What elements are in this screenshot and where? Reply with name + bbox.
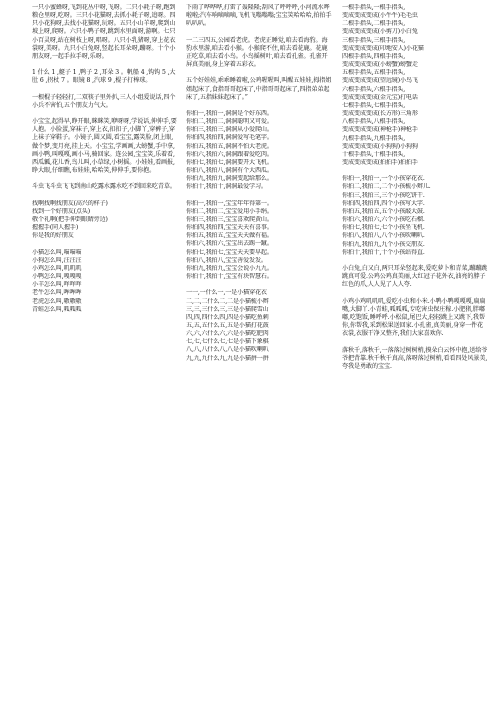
- rhyme-line: 你拍三,我拍三,宝宝喜欢爬黄山。: [186, 216, 273, 223]
- rhyme-line: 老虎怎么叫,嗷嗷嗷: [32, 297, 82, 305]
- rhyme-block: [342, 175, 489, 257]
- rhyme-block: [342, 265, 489, 289]
- rhyme-line: 六,六,六什么六,六是小猫吃肥肉: [186, 330, 269, 338]
- rhyme-line: 你拍四,我拍四,四个小孩写大字.: [342, 199, 425, 207]
- rhyme-line: 小羊怎么叫,咩咩咩: [32, 281, 82, 289]
- rhyme-text: 小宝宝,起得早,睁开眼,眯眯笑,咿呀呀,学说话,伸伸手,要人抱。小脸蛋,穿袜子,穿上衣,扣扣子,小脚丫,穿裤子,穿上袜子穿鞋子。小镜子,圆又圆,看宝宝,露笑脸,闭上眼,做个梦,变月亮,挂上天。小宝宝,学画画,大螃蟹,手中拿,画小鸭,叫嘎嘎,画小马,骑回家。连公园,宝宝笑,乐着看,西瓜瓤,花儿香,鸟儿叫,小草绿,小树摇。小娃娃,看画报,睁大眼,仔细瞧,布娃娃,哈哈笑,伸伸手,要你抱。: [32, 118, 177, 175]
- rhyme-text: 小白兔,白又白,两只耳朵竖起来,爱吃萝卜和青菜,蹦蹦跳跳真可爱.公鸡公鸡真美丽,大红冠子花外衣,油亮的脖子红色的爪,人人见了人人夸.: [342, 264, 488, 289]
- rhyme-block: [186, 110, 333, 192]
- rhyme-line: 变成变成变成(印地安人)小花猫: [342, 44, 424, 52]
- rhyme-line: 你拍十,我拍十,洞洞最爱学习。: [186, 183, 267, 191]
- rhyme-line: 你拍二,我拍二,宝宝爱用小手绢。: [186, 207, 273, 215]
- rhyme-line: 小狗怎么叫,汪汪汪: [32, 256, 82, 264]
- rhyme-line: 敬个礼啊(把手伸到眼睛旁边): [32, 215, 108, 223]
- rhyme-text: 斗虫飞斗虫飞飞到南山吃露水露水吃不到回来吃青草。: [32, 183, 176, 191]
- rhyme-line: 你拍十,我拍十,宝宝有块智慧石。: [186, 273, 273, 281]
- rhyme-line: 你拍九,我拍九,九个小孩交朋友.: [342, 240, 425, 248]
- rhyme-line: 三根手指头,三根手指头,: [342, 36, 406, 44]
- rhyme-line: 一根手指头,一根手指头,: [342, 4, 406, 11]
- rhyme-line: 五,五,五什么五,五是小猫打花鼓: [186, 322, 269, 330]
- rhyme-text: 一只小蜜蜂呀,飞到花丛中呀,飞呀。二只小耗子呀,跑到粮仓里呀,吃呀。三只小花猫呀,去抓小耗子呀,追呀。四只小花狗呀,去找小花猫呀,玩呀。五只小山羊呀,爬到山坡上呀,爬呀。六只小鸭子呀,跳到水里面呀,游啊。七只小百灵呀,站在树枝上呀,唱呀。八只小乳猪呀,穿上花衣裳呀,美呀。九只小白兔呀,竖起长耳朵呀,蹦呀。十个小朋友呀,一起手拉手呀,乐呀。: [32, 4, 176, 60]
- rhyme-line: 一一,一什么一,一是小猫穿花衣: [186, 289, 267, 297]
- rhyme-line: 八根手指头,八根手指头,: [342, 118, 406, 126]
- rhyme-block: [32, 200, 179, 241]
- rhyme-line: 你拍四,我拍四,宝宝天天有喜事。: [186, 224, 273, 232]
- column-right: [340, 4, 489, 698]
- rhyme-text: 五个好娃娃,乖乖睡着啦,公鸡喔喔叫,叫醒五娃娃,拇指姐姐起床了,食指哥哥起床了,中指哥哥起床了,四指弟弟起床了,五指妹妹起床了。”: [186, 77, 332, 101]
- rhyme-line: 你拍九,我拍九,宝宝会说小九九。: [186, 264, 273, 272]
- rhyme-block: [32, 4, 179, 61]
- rhyme-block: [186, 289, 333, 362]
- rhyme-line: 八,八,八什么八,八是小猫吹喇叭: [186, 346, 269, 354]
- rhyme-block: [32, 183, 179, 191]
- rhyme-line: 你拍五,我拍五,宝宝天天做有福。: [186, 232, 273, 240]
- rhyme-line: 小鸡怎么叫,叽叽叽: [32, 264, 82, 272]
- rhyme-line: 青蛙怎么叫,呱呱呱: [32, 305, 82, 313]
- rhyme-line: 三,三,三什么三,三是小猫爬雪山: [186, 305, 269, 313]
- rhyme-line: 找啊找啊找朋友(高兴的样子): [32, 199, 108, 207]
- rhyme-text: 一根棍子轻轻打,二双筷子里外扒,三人小组爱说话,四个小兵不害怕,五个朋友力气大。: [32, 93, 176, 109]
- rhyme-block: [32, 69, 179, 85]
- rhyme-line: 老牛怎么叫,哞哞哞: [32, 289, 82, 297]
- rhyme-line: 你拍二,我拍二,洞洞聪明又可爱。: [186, 118, 273, 126]
- rhyme-line: 变成变成变成(望远镜)小鸟飞: [342, 77, 418, 85]
- rhyme-text: 1 什么 1 ,艇子 1 ,鸭子 2 ,耳朵 3 。帆船 4 ,钩钩 5 ,大肚 6 ,拐杖 7 。眼镜 8 ,汽球 9 ,棍子打棒球。: [32, 69, 176, 85]
- rhyme-line: 你拍九,我拍九,洞洞变起给那么。: [186, 175, 273, 183]
- rhyme-line: 小猫怎么叫,喵喵喵: [32, 248, 82, 256]
- rhyme-line: 二,二,二什么二,二是小猫梳小辫: [186, 297, 269, 305]
- rhyme-line: 二根手指头,二根手指头,: [342, 20, 406, 28]
- rhyme-line: 十根手指头,十根手指头,: [342, 150, 406, 158]
- rhyme-line: 四,四,四什么四,四是小猫吃鱼刺: [186, 313, 269, 321]
- rhyme-block: [32, 118, 179, 175]
- rhyme-line: 握握手(同人握手): [32, 224, 79, 232]
- rhyme-line: 你拍一,我拍一,一个小孩穿花衣.: [342, 175, 425, 183]
- rhyme-line: 变成变成变成(小狗狗)小狗狗: [342, 142, 418, 150]
- rhyme-line: 你拍八,我拍八,八个小孩吹喇叭.: [342, 232, 425, 240]
- rhyme-block: [32, 94, 179, 110]
- rhyme-line: 九根手指头,九根手指头,: [342, 134, 406, 142]
- rhyme-text: 一二三四五,公园看老虎。老虎正睡觉,咱去看海豹。海豹水里游,咱去看小猴。小猴爬不住,咱去看花鹿。花鹿正吃草,咱去看小鸟。小鸟摇树叶,咱去看孔雀。孔雀开屏真美丽,身上穿着五彩衣。: [186, 36, 328, 69]
- rhyme-line: 你拍三,我拍三,洞洞从小爱爬山。: [186, 126, 273, 134]
- rhyme-line: 你拍五,我拍五,洞洞不怕大老虎。: [186, 142, 273, 150]
- rhyme-line: 你拍七,我拍七,七个小孩坐飞机.: [342, 224, 425, 232]
- rhyme-line: 变成变成变成(小剪刀)小白兔: [342, 28, 418, 36]
- rhyme-line: 小鸭怎么叫,嘎嘎嘎: [32, 273, 82, 281]
- rhyme-line: 你拍八,我拍八,洞洞有个大西瓜。: [186, 167, 273, 175]
- rhyme-line: 四根手指头,四根手指头,: [342, 52, 406, 60]
- rhyme-line: 六根手指头,六根手指头,: [342, 85, 406, 93]
- rhyme-block: [32, 249, 179, 314]
- rhyme-line: 你拍五,我拍五,五个小孩敲大鼓.: [342, 207, 425, 215]
- rhyme-line: 变成变成变成(神枪手)神枪手: [342, 126, 418, 134]
- rhyme-line: 你拍一,我拍一,洞洞是个好东西。: [186, 109, 273, 117]
- rhyme-line: 九,九,九什么九,九是小猫拼一拼: [186, 354, 269, 362]
- rhyme-block: [342, 4, 489, 167]
- rhyme-line: 你拍六,我拍六,宝宝出去踢一蹴。: [186, 240, 273, 248]
- rhyme-line: 七,七,七什么七,七是小猫下象棋: [186, 338, 269, 346]
- rhyme-line: 变成变成变成(小牛牛)毛毛虫: [342, 12, 418, 20]
- rhyme-block: [186, 77, 333, 101]
- rhyme-block: [186, 4, 333, 28]
- rhyme-line: 你拍二,我拍二,二个小孩梳小辫儿.: [342, 183, 431, 191]
- rhyme-line: 你拍八,我拍八,宝宝善爱发发。: [186, 256, 267, 264]
- rhyme-line: 你拍六,我拍六,洞洞跟着爱吃肉。: [186, 150, 273, 158]
- rhyme-text: 下雨了哗哗哗,打雷了轰隆隆;刮风了呼呼呼,小河流水哗啦啦;汽车响嘀嘀嘀,飞机飞嗡嗡嗡;宝宝笑哈哈哈,拍拍手叭叭叭。: [186, 4, 332, 28]
- rhyme-text: 小鸡小鸡叽叽叽,爱吃小虫和小米.小鸭小鸭嘎嘎嘎,扁扁嘴,大脚丫.小青蛙,呱呱呱,专吃害虫保庄稼.小肥猪,胖嘟嘟,吃饱饭,睡呼呼.小松鼠,尾巴大,轻轻跳上又跳下,我帮你,你帮我,采到松果送回家.小孔雀,真美丽,身穿一件花衣裳,衣服干净又整齐,我们大家喜欢你.: [342, 297, 486, 338]
- rhyme-line: 你拍七,我拍七,洞洞要开大飞机。: [186, 158, 273, 166]
- rhyme-line: 你拍一,我拍一,宝宝年年得第一。: [186, 199, 273, 207]
- rhyme-line: 找到一个好朋友(点头): [32, 207, 90, 215]
- rhyme-text: 落秋千,落秋千,一落落过树树梢,摸朵白云怀中抱,送给爷爷把背靠.秋千秋千真高,落呀落过树梢,看看四处风景美,夸我是勇敢的宝宝.: [342, 346, 488, 370]
- rhyme-block: [186, 37, 333, 70]
- rhyme-line: 变成变成变成(小螃蟹)螃蟹走: [342, 61, 418, 69]
- column-left: [32, 4, 179, 698]
- rhyme-line: 你拍六,我拍六,六个小孩吃石榴.: [342, 216, 425, 224]
- rhyme-block: [342, 347, 489, 371]
- rhyme-line: 变成变成变成(金元宝)打电话: [342, 93, 418, 101]
- rhyme-line: 五根手指头,五根手指头,: [342, 69, 406, 77]
- rhyme-line: 你拍四,我拍四,洞洞爱写毛笔字。: [186, 134, 273, 142]
- rhyme-line: 你拍十,我拍十,十个小孩站得直.: [342, 248, 425, 256]
- rhyme-line: 你拍七,我拍七,宝宝天天要早起。: [186, 248, 273, 256]
- column-middle: [186, 4, 333, 698]
- rhyme-line: 变成变成变成(长方形)三角形: [342, 110, 418, 118]
- rhyme-block: [186, 200, 333, 282]
- rhyme-line: 七根手指头,七根手指头,: [342, 101, 406, 109]
- rhyme-block: [342, 298, 489, 339]
- rhyme-line: 变成变成变成(拍拍手)拍拍手: [342, 158, 418, 166]
- rhyme-line: 你拍三,我拍三,三个小孩吃饼干.: [342, 191, 425, 199]
- rhyme-line: 你是我的好朋友: [32, 232, 74, 240]
